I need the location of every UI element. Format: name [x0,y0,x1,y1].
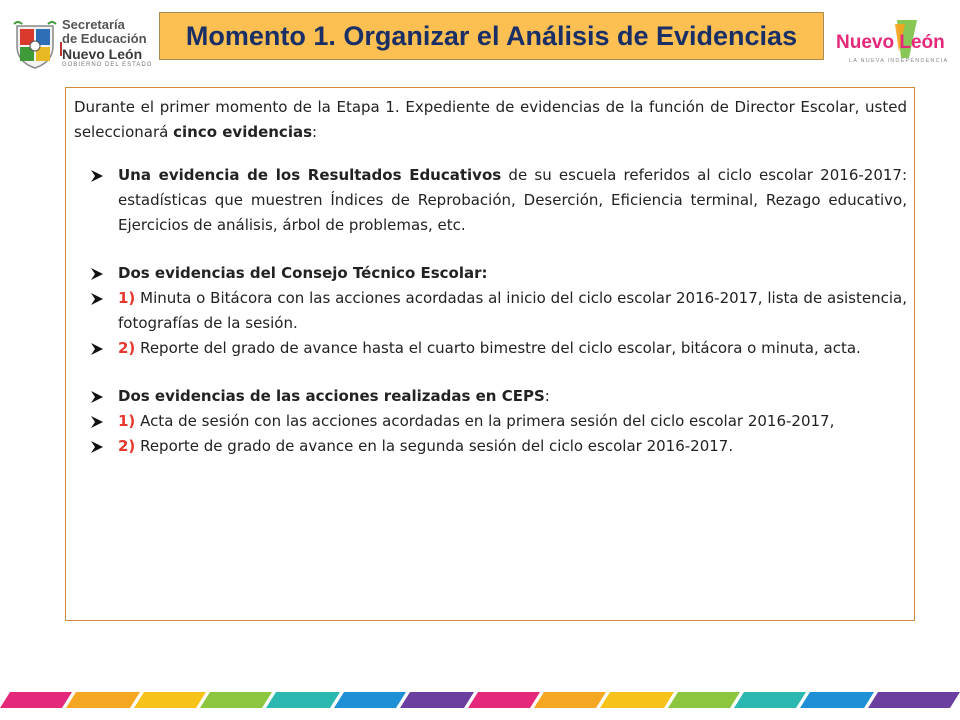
arrow-bullet-icon [90,390,104,404]
intro-text-bold: cinco evidencias [173,123,313,141]
content-box [65,87,915,621]
secretaria-line1: Secretaría [62,17,125,32]
evidence-item-cte-2 [74,336,907,361]
nl-logo-brand: Nuevo León [836,32,945,53]
evidence-item-cte-heading [74,261,907,286]
arrow-bullet-icon [90,292,104,306]
item6-number: 1) [118,412,136,430]
evidence-item-cte-1 [74,286,907,336]
item7-number: 2) [118,437,136,455]
arrow-bullet-icon [90,440,104,454]
arrow-bullet-icon [90,342,104,356]
item5-text: : [544,387,550,405]
intro-paragraph [74,95,907,145]
secretaria-wordmark [62,18,152,68]
evidence-item-ceps-2 [74,434,907,459]
title-banner [159,12,824,60]
item4-text: Reporte del grado de avance hasta el cuarto bimestre del ciclo escolar, bitácora o minuta, acta. [135,339,861,357]
item5-bold: Dos evidencias de las acciones realizadas en CEPS [118,387,545,405]
color-stripe [0,692,960,708]
secretaria-line2: de Educación [62,31,147,46]
arrow-bullet-icon [90,169,104,183]
secretaria-logo [12,16,157,72]
intro-text-a: Durante el primer momento de la Etapa 1. Expediente de evidencias de la función de Director Escolar, usted seleccionará [74,98,907,141]
arrow-bullet-icon [90,267,104,281]
evidence-item-resultados [74,163,907,238]
item3-text: Minuta o Bitácora con las acciones acordadas al inicio del ciclo escolar 2016-2017, lista de asistencia, fotografías de la sesión. [118,289,907,332]
nl-logo-tagline: LA NUEVA INDEPENDENCIA [849,58,949,64]
item6-text: Acta de sesión con las acciones acordadas en la primera sesión del ciclo escolar 2016-2017, [135,412,835,430]
arrow-bullet-icon [90,415,104,429]
intro-text-c: : [312,123,318,141]
item1-text: de su escuela referidos al ciclo escolar 2016-2017: estadísticas que muestren Índices de Reprobación, Deserción, Eficiencia terminal, Rezago educativo, Ejercicios de análisis, árbol de problemas, etc. [118,166,907,234]
evidence-item-ceps-heading [74,384,907,409]
secretaria-line4: GOBIERNO DEL ESTADO [62,62,153,68]
page-title: Momento 1. Organizar el Análisis de Evidencias [185,20,798,51]
evidence-item-ceps-1 [74,409,907,434]
item7-text: Reporte de grado de avance en la segunda sesión del ciclo escolar 2016-2017. [135,437,734,455]
item2-bold: Dos evidencias del Consejo Técnico Escolar: [118,264,488,282]
state-crest-icon [12,20,58,70]
item1-bold: Una evidencia de los Resultados Educativos [118,166,502,184]
nuevo-leon-logo [835,18,953,68]
item3-number: 1) [118,289,136,307]
secretaria-line3: Nuevo León [62,46,143,62]
item4-number: 2) [118,339,136,357]
